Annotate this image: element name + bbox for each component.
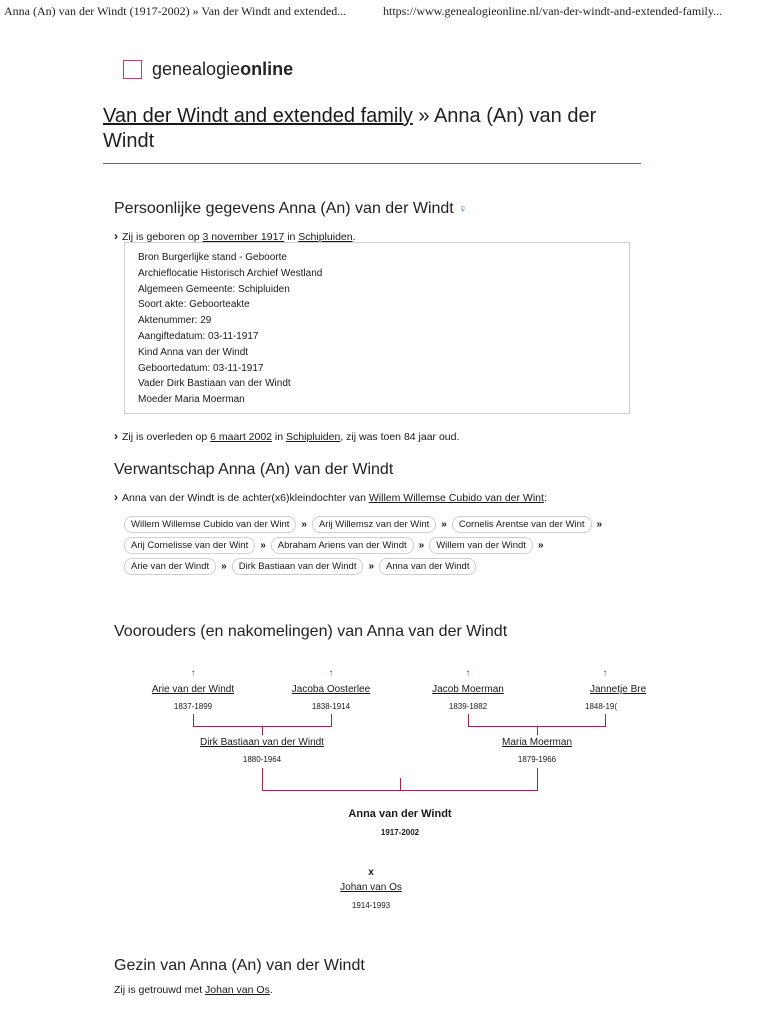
spouse-link[interactable]: Johan van Os [205, 984, 270, 996]
grandparent-name[interactable]: Arie van der Windt [151, 684, 235, 695]
personal-heading [114, 200, 467, 218]
spouse-name[interactable]: Johan van Os [340, 882, 402, 893]
ancestors-heading: Voorouders (en nakomelingen) van Anna van der Windt [114, 623, 508, 640]
birth-line [114, 229, 356, 243]
arrow-up-icon[interactable]: ↑ [602, 668, 608, 679]
chain-separator: » [418, 540, 425, 551]
chain-separator: » [368, 561, 375, 572]
female-icon: ♀ [458, 202, 468, 216]
family-line [114, 984, 273, 996]
kinship-pill[interactable]: Arie van der Windt [124, 558, 216, 575]
kinship-pill[interactable]: Arij Willemsz van der Wint [312, 516, 436, 533]
tree-connector [537, 768, 538, 790]
chain-separator: » [596, 519, 603, 530]
chevron-right-icon: › [114, 429, 118, 443]
family-pre: Zij is getrouwd met [114, 984, 206, 996]
death-date-link[interactable]: 6 maart 2002 [210, 431, 273, 443]
parent-years: 1880-1964 [242, 755, 282, 764]
grandparent-years: 1839-1882 [448, 702, 488, 711]
arrow-up-icon[interactable]: ↑ [465, 668, 471, 679]
birth-pre: Zij is geboren op [122, 231, 203, 243]
grandparent-years: 1838-1914 [311, 702, 351, 711]
site-logo[interactable] [152, 59, 293, 80]
kinship-pill[interactable]: Anna van der Windt [379, 558, 476, 575]
page-title [103, 104, 643, 154]
grandparent-name[interactable]: Jacob Moerman [432, 684, 504, 695]
tree-connector [605, 714, 606, 726]
kinship-pill[interactable]: Willem Willemse Cubido van der Wint [124, 516, 296, 533]
tree-connector [331, 714, 332, 726]
chevron-right-icon: › [114, 229, 118, 243]
family-heading: Gezin van Anna (An) van der Windt [114, 957, 365, 974]
death-place-link[interactable]: Schipluiden [286, 431, 341, 443]
tree-connector [262, 790, 538, 791]
title-divider [103, 163, 641, 164]
kinship-pill[interactable]: Abraham Ariens van der Windt [271, 537, 414, 554]
birth-date-link[interactable]: 3 november 1917 [202, 231, 285, 243]
source-line: Aktenummer: 29 [138, 315, 212, 327]
grandparent-name[interactable]: Jacoba Oosterlee [291, 684, 371, 695]
source-line: Vader Dirk Bastiaan van der Windt [138, 378, 291, 390]
marriage-symbol: x [368, 867, 374, 878]
kinship-pill[interactable]: Dirk Bastiaan van der Windt [232, 558, 364, 575]
chain-separator: » [301, 519, 307, 530]
death-mid: in [272, 431, 287, 443]
chain-separator: » [260, 540, 266, 551]
kinship-ancestor-link[interactable]: Willem Willemse Cubido van der Wint [368, 492, 544, 504]
source-line: Moeder Maria Moerman [138, 394, 245, 406]
chevron-right-icon: › [114, 490, 118, 504]
tree-connector [400, 778, 401, 790]
grandparent-name[interactable]: Jannetje Bre [590, 684, 647, 695]
chain-separator: » [537, 540, 544, 551]
logo-part1: genealogie [152, 59, 241, 79]
arrow-up-icon[interactable]: ↑ [190, 668, 196, 679]
death-line [114, 429, 459, 443]
source-line: Algemeen Gemeente: Schipluiden [138, 283, 290, 295]
kinship-pill[interactable]: Willem van der Windt [429, 537, 533, 554]
source-line: Geboortedatum: 03-11-1917 [138, 362, 264, 374]
grandparent-years: 1837-1899 [173, 702, 213, 711]
source-line: Kind Anna van der Windt [138, 346, 249, 358]
death-pre: Zij is overleden op [122, 431, 211, 443]
birth-source-box [124, 242, 630, 414]
source-line: Soort akte: Geboorteakte [138, 299, 250, 311]
chain-separator: » [221, 561, 227, 572]
breadcrumb-family-link[interactable]: Van der Windt and extended family [103, 105, 413, 127]
tree-connector [193, 714, 194, 726]
kinship-heading: Verwantschap Anna (An) van der Windt [114, 461, 394, 478]
logo-part2: online [240, 59, 294, 79]
parent-name[interactable]: Maria Moerman [501, 737, 573, 748]
ancestor-tree [151, 660, 647, 860]
birth-post: . [352, 231, 356, 243]
kinship-post: : [543, 492, 547, 504]
spouse-years: 1914-1993 [351, 901, 391, 910]
grandparent-years: 1848-19( [585, 702, 618, 711]
logo-icon[interactable] [123, 60, 142, 79]
tree-connector [262, 768, 263, 790]
tree-connector [468, 714, 469, 726]
person-years: 1917-2002 [380, 828, 420, 837]
personal-heading-text: Persoonlijke gegevens Anna (An) van der Windt [114, 200, 454, 217]
tree-connector [262, 726, 263, 735]
kinship-pill[interactable]: Cornelis Arentse van der Wint [452, 516, 592, 533]
source-line: Archieflocatie Historisch Archief Westland [138, 267, 323, 279]
person-name: Anna van der Windt [348, 808, 452, 820]
page-title-person: » Anna (An) van der Windt [103, 105, 597, 152]
kinship-pill[interactable]: Arij Cornelisse van der Wint [124, 537, 255, 554]
print-url: https://www.genealogieonline.nl/van-der-windt-and-extended-family... [383, 4, 723, 18]
kinship-line [114, 490, 547, 504]
parent-years: 1879-1966 [517, 755, 557, 764]
source-line: Aangiftedatum: 03-11-1917 [138, 330, 259, 342]
birth-mid: in [284, 231, 299, 243]
print-page-title: Anna (An) van der Windt (1917-2002) » Van der Windt and extended... [4, 4, 347, 18]
arrow-up-icon[interactable]: ↑ [328, 668, 334, 679]
kinship-pre: Anna van der Windt is de achter(x6)kleindochter van [122, 492, 369, 504]
source-line: Bron Burgerlijke stand - Geboorte [138, 252, 287, 263]
chain-separator: » [441, 519, 447, 530]
tree-connector [537, 726, 538, 735]
birth-place-link[interactable]: Schipluiden [298, 231, 353, 243]
family-post: . [269, 984, 273, 996]
death-post: , zij was toen 84 jaar oud. [340, 431, 460, 443]
parent-name[interactable]: Dirk Bastiaan van der Windt [200, 737, 324, 748]
